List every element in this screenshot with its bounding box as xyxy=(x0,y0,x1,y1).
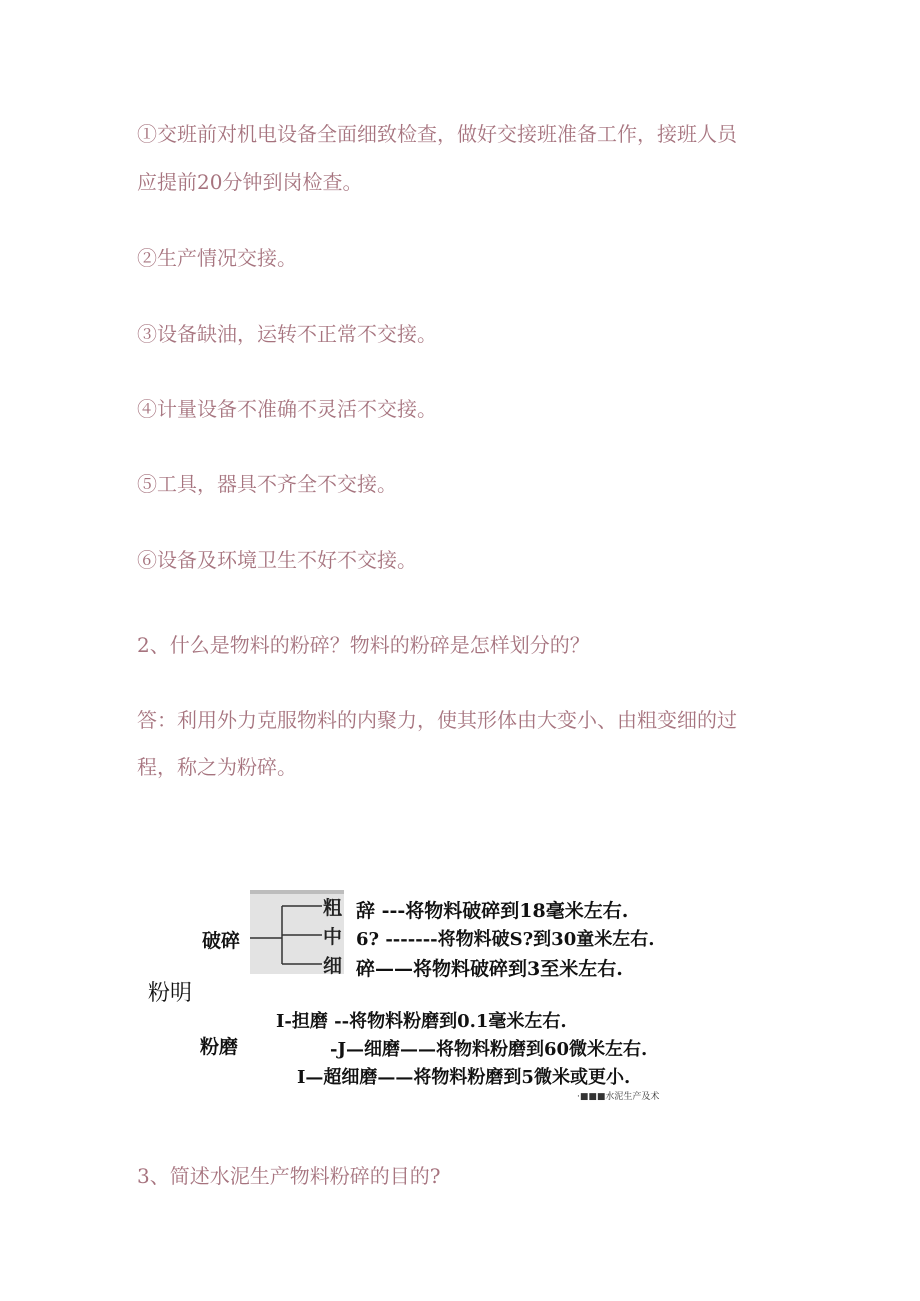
item2: ②生产情况交接。 xyxy=(137,246,297,270)
item1-line1: ①交班前对机电设备全面细致检查，做好交接班准备工作，接班人员 xyxy=(137,122,737,146)
crushing-line-fine: 碎——将物料破碎到3至米左右. xyxy=(356,958,623,980)
diagram-source-caption: ·■■■水泥生产及术 xyxy=(577,1092,660,1102)
question2-answer-line2: 程，称之为粉碎。 xyxy=(137,755,297,779)
grinding-line-fine: -J—细磨——将物料粉磨到60微米左右. xyxy=(330,1039,648,1060)
bracket-char-medium: 中 xyxy=(323,926,343,948)
item3: ③设备缺油，运转不正常不交接。 xyxy=(137,322,437,346)
grinding-line-coarse: I-担磨 --将物料粉磨到0.1毫米左右. xyxy=(276,1011,567,1032)
item6: ⑥设备及环境卫生不好不交接。 xyxy=(137,548,417,572)
crushing-label: 破碎 xyxy=(202,930,241,952)
item1-line2: 应提前20分钟到岗检查。 xyxy=(137,170,363,194)
question3-title: 3、简述水泥生产物料粉碎的目的? xyxy=(137,1164,441,1188)
crushing-line-coarse: 辞 ---将物料破碎到18毫米左右. xyxy=(356,900,629,922)
question2-title: 2、什么是物料的粉碎？物料的粉碎是怎样划分的？ xyxy=(137,633,590,657)
bracket-char-coarse: 粗 xyxy=(323,897,343,919)
pulverization-root-label: 粉明 xyxy=(148,981,193,1006)
item4: ④计量设备不准确不灵活不交接。 xyxy=(137,397,437,421)
bracket-char-fine: 细 xyxy=(323,955,343,977)
item5: ⑤工具，器具不齐全不交接。 xyxy=(137,472,397,496)
question2-answer-line1: 答：利用外力克服物料的内聚力，使其形体由大变小、由粗变细的过 xyxy=(137,708,737,732)
grinding-label: 粉磨 xyxy=(200,1036,239,1058)
grinding-line-ultrafine: I—超细磨——将物料粉磨到5微米或更小. xyxy=(297,1067,631,1088)
crushing-line-medium: 6? -------将物料破S?到30童米左右. xyxy=(356,929,655,950)
